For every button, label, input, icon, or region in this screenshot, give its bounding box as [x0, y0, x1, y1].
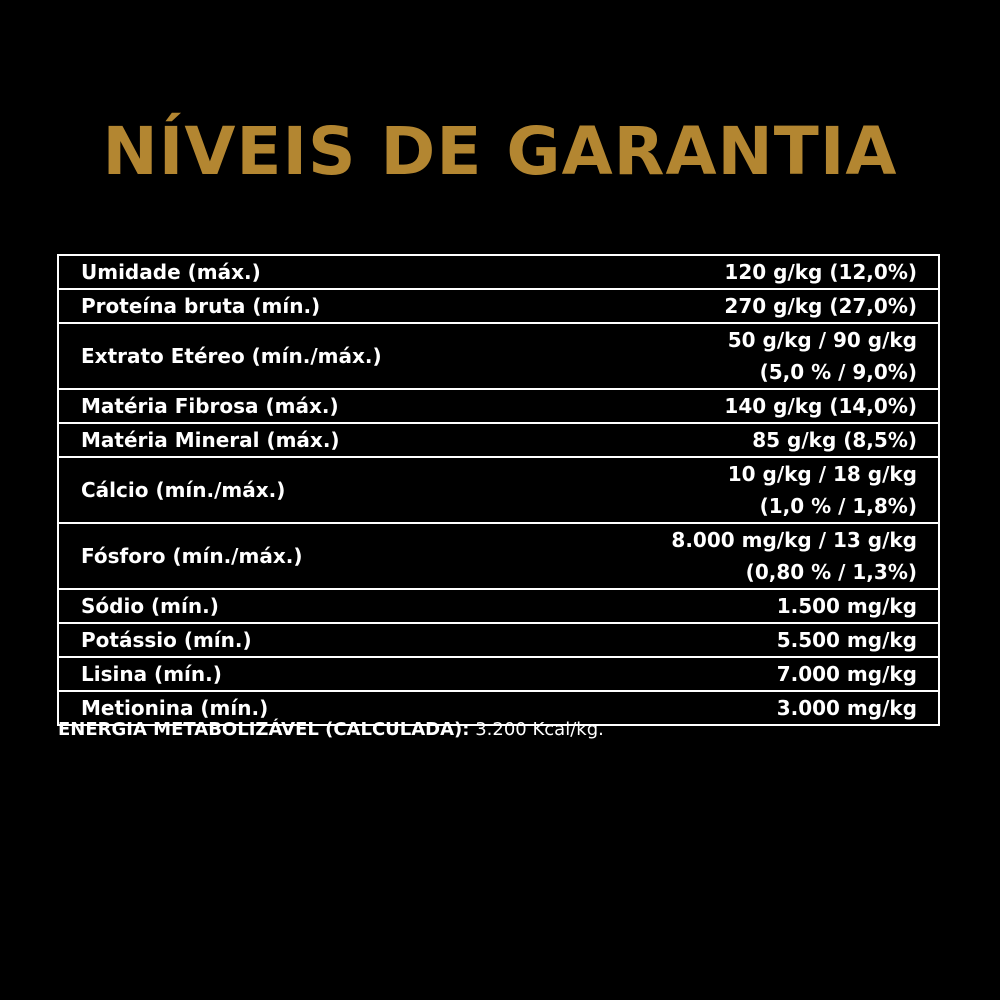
- nutrient-value: 270 g/kg (27,0%): [724, 294, 917, 318]
- nutrient-label: Lisina (mín.): [58, 657, 499, 691]
- nutrient-label: Matéria Mineral (máx.): [58, 423, 499, 457]
- table-row: [58, 423, 939, 457]
- table-row: [58, 323, 939, 389]
- nutrient-value: (1,0 % / 1,8%): [759, 494, 917, 518]
- energy-label: ENERGIA METABOLIZÁVEL (CALCULADA):: [58, 719, 470, 740]
- energy-note: [58, 717, 938, 743]
- table-row: [58, 623, 939, 657]
- nutrient-value-cell: [499, 255, 940, 289]
- table-row: [58, 255, 939, 289]
- nutrient-value: 3.000 mg/kg: [776, 696, 917, 720]
- nutrient-label: Extrato Etéreo (mín./máx.): [58, 323, 499, 389]
- nutrient-value: 50 g/kg / 90 g/kg: [727, 328, 917, 352]
- nutrient-label: Potássio (mín.): [58, 623, 499, 657]
- page-title: NÍVEIS DE GARANTIA: [102, 113, 898, 190]
- table-row: [58, 389, 939, 423]
- nutrient-label: Fósforo (mín./máx.): [58, 523, 499, 589]
- nutrient-value-cell: [499, 289, 940, 323]
- nutrient-label: Umidade (máx.): [58, 255, 499, 289]
- table-row: [58, 289, 939, 323]
- nutrient-label: Metionina (mín.): [58, 691, 499, 725]
- nutrient-label: Sódio (mín.): [58, 589, 499, 623]
- nutrient-value: 1.500 mg/kg: [776, 594, 917, 618]
- nutrient-value: (0,80 % / 1,3%): [745, 560, 917, 584]
- table-body: [58, 255, 939, 725]
- nutrient-value: 8.000 mg/kg / 13 g/kg: [671, 528, 917, 552]
- nutrient-value-cell: [499, 623, 940, 657]
- nutrient-value: 7.000 mg/kg: [776, 662, 917, 686]
- nutrient-label: Matéria Fibrosa (máx.): [58, 389, 499, 423]
- nutrient-value-cell: [499, 423, 940, 457]
- nutrient-value: 10 g/kg / 18 g/kg: [727, 462, 917, 486]
- nutrient-value: 140 g/kg (14,0%): [724, 394, 917, 418]
- table-row: [58, 589, 939, 623]
- table-row: [58, 657, 939, 691]
- nutrient-value: (5,0 % / 9,0%): [759, 360, 917, 384]
- nutrient-value-cell: [499, 657, 940, 691]
- guarantee-levels-table: [57, 254, 940, 726]
- nutrient-label: Cálcio (mín./máx.): [58, 457, 499, 523]
- energy-value: 3.200 Kcal/kg.: [475, 719, 604, 740]
- nutrient-value: 85 g/kg (8,5%): [752, 428, 917, 452]
- nutrient-value: 120 g/kg (12,0%): [724, 260, 917, 284]
- nutrient-value-cell: [499, 589, 940, 623]
- table-row: [58, 457, 939, 523]
- nutrient-value-cell: [499, 457, 940, 523]
- table-row: [58, 523, 939, 589]
- nutrient-value-cell: [499, 389, 940, 423]
- nutrient-value-cell: [499, 323, 940, 389]
- nutrient-value: 5.500 mg/kg: [776, 628, 917, 652]
- nutrient-label: Proteína bruta (mín.): [58, 289, 499, 323]
- nutrient-value-cell: [499, 523, 940, 589]
